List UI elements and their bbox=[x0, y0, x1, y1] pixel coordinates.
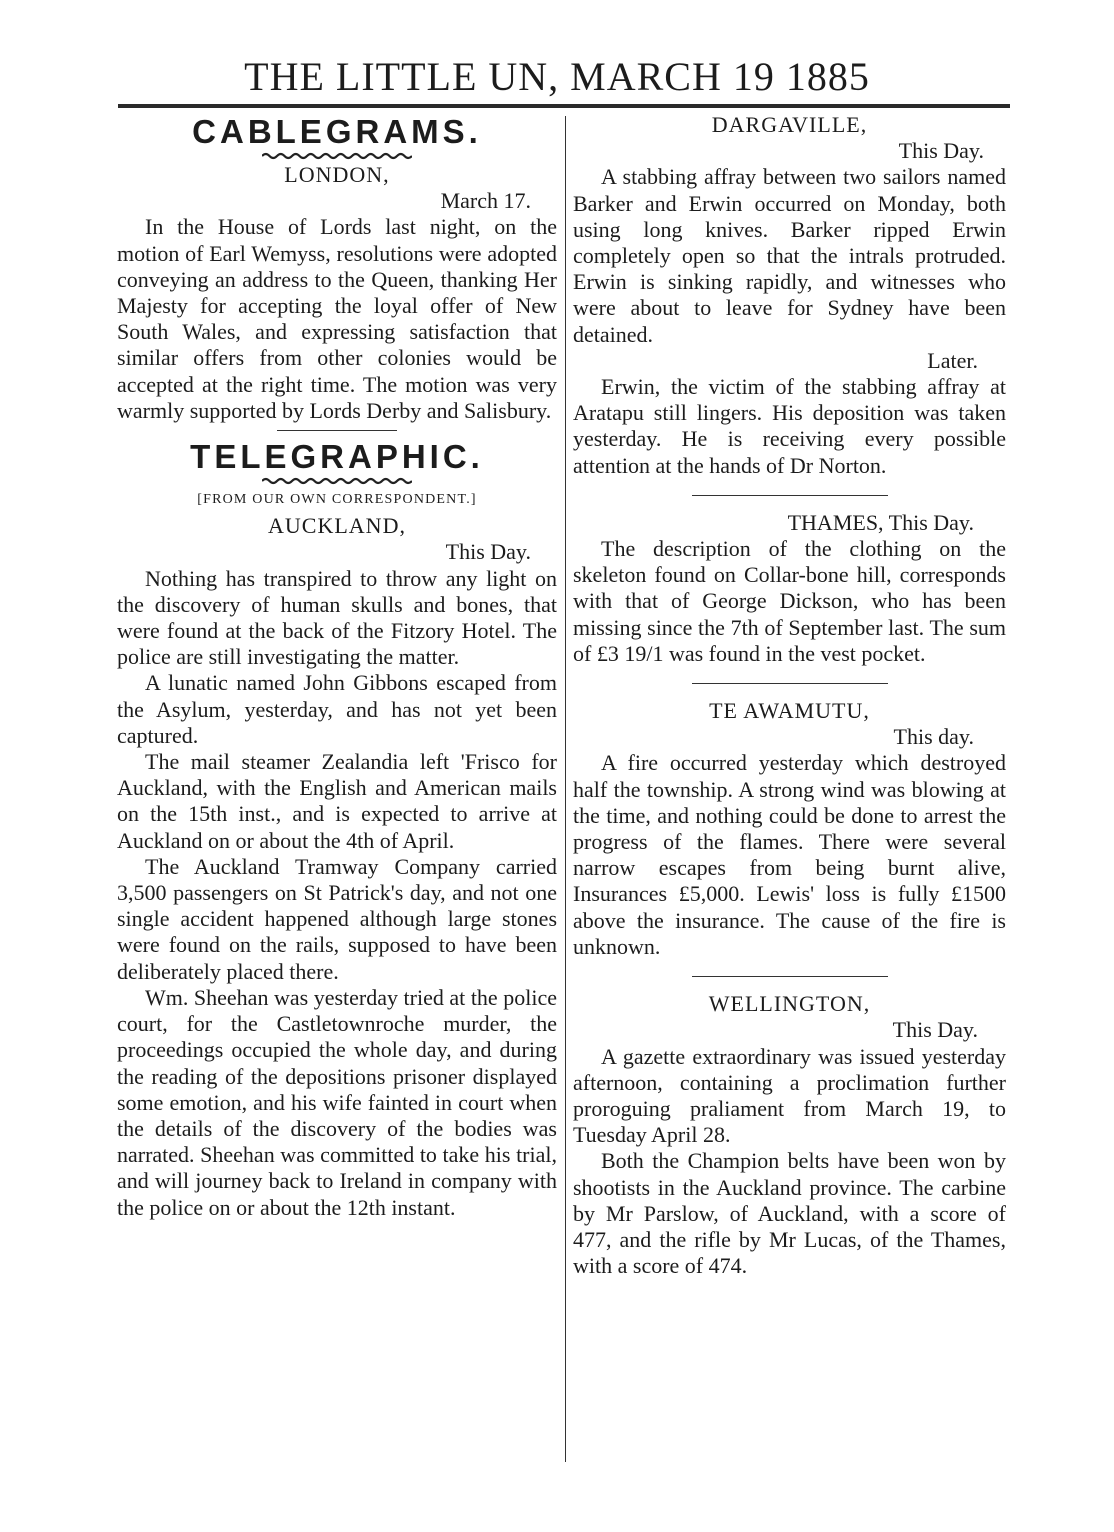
section-divider bbox=[277, 430, 397, 431]
cablegrams-heading: CABLEGRAMS. bbox=[192, 113, 482, 150]
london-date: March 17. bbox=[440, 188, 531, 214]
dargaville-date: This Day. bbox=[898, 138, 984, 164]
cablegram-paragraph: In the House of Lords last night, on the motion of Earl Wemyss, resolutions were adopted conveying an address to the Queen, thanking Her Majesty for accepting the loyal offer of New South Wales, and expressing satisfaction that similar offers from other colonies would be accepted at the right time. The motion was very warmly supported by Lords Derby and Salisbury. bbox=[117, 214, 557, 423]
section-divider bbox=[692, 683, 888, 684]
telegraphic-paragraph: Wm. Sheehan was yesterday tried at the police court, for the Castletownroche murder, the proceedings occupied the whole day, and during the reading of the depositions prisoner displayed some emotion, and his wife fainted in court when the details of the discovery of the bodies was narrated. Sheehan was committed to take his trial, and will journey back to Ireland in company with the police on or about the 12th instant. bbox=[117, 984, 557, 1220]
right-column bbox=[573, 112, 1006, 1279]
column-separator bbox=[565, 116, 566, 1462]
te-awamutu-place: TE AWAMUTU, bbox=[709, 698, 870, 724]
wavy-ornament bbox=[262, 152, 412, 160]
telegraphic-paragraph: Nothing has transpired to throw any light on the discovery of human skulls and bones, that were found at the back of the Fitzory Hotel. The police are still investigating the matter. bbox=[117, 565, 557, 670]
dargaville-paragraph: A stabbing affray between two sailors named Barker and Erwin occurred on Monday, both using long knives. Barker ripped Erwin completely open so that the intrals protruded. Erwin is sinking rapidly, and witnesses who were about to leave for Sydney have been detained. bbox=[573, 164, 1006, 347]
dargaville-place: DARGAVILLE, bbox=[711, 112, 868, 137]
thames-paragraph: The description of the clothing on the skeleton found on Collar-bone hill, corresponds with that of George Dickson, who has been missing since the 7th of September last. The sum of £3 19/1 was found in the vest pocket. bbox=[573, 536, 1006, 666]
correspondent-note: [FROM OUR OWN CORRESPONDENT.] bbox=[197, 492, 477, 508]
section-divider bbox=[692, 495, 888, 496]
dargaville-later-paragraph: Erwin, the victim of the stabbing affray at Aratapu still lingers. His deposition was taken yesterday. He is receiving every possible attention at the hands of Dr Norton. bbox=[573, 374, 1006, 478]
te-awamutu-paragraph: A fire occurred yesterday which destroyed half the township. A strong wind was blowing at the time, and nothing could be done to arrest the progress of the flames. There were several narrow escapes from being burnt alive, Insurances £5,000. Lewis' loss is fully £1500 above the insurance. The cause of the fire is unknown. bbox=[573, 750, 1006, 959]
telegraphic-paragraph: The mail steamer Zealandia left 'Frisco for Auckland, with the English and American mails on the 15th inst., and is expected to arrive at Auckland on or about the 4th of April. bbox=[117, 749, 557, 853]
telegraphic-paragraph: A lunatic named John Gibbons escaped from the Asylum, yesterday, and has not yet been captured. bbox=[117, 670, 557, 748]
wellington-date: This Day. bbox=[892, 1017, 978, 1043]
thames-place: THAMES, This Day. bbox=[787, 509, 974, 535]
masthead-title: THE LITTLE UN, MARCH 19 1885 bbox=[244, 54, 870, 99]
wellington-place: WELLINGTON, bbox=[708, 991, 871, 1017]
wellington-paragraph: A gazette extraordinary was issued yesterday afternoon, containing a proclimation further proroguing praliament from March 19, to Tuesday April 28. bbox=[573, 1043, 1006, 1148]
te-awamutu-date: This day. bbox=[893, 724, 974, 750]
telegraphic-heading: TELEGRAPHIC. bbox=[190, 438, 484, 476]
auckland-date: This Day. bbox=[445, 539, 531, 565]
telegraphic-paragraph: The Auckland Tramway Company carried 3,500 passengers on St Patrick's day, and not one single accident happened although large stones were found on the rails, supposed to have been deliberately placed there. bbox=[117, 853, 557, 984]
later-label: Later. bbox=[927, 347, 978, 373]
wavy-ornament bbox=[262, 477, 412, 485]
section-divider bbox=[692, 976, 888, 977]
masthead-rule bbox=[118, 104, 1010, 108]
london-place: LONDON, bbox=[284, 162, 390, 187]
left-column bbox=[117, 112, 557, 1221]
wellington-paragraph: Both the Champion belts have been won by shootists in the Auckland province. The carbine by Mr Parslow, of Auckland, with a score of 477, and the rifle by Mr Lucas, of the Thames, with a score of 474. bbox=[573, 1148, 1006, 1279]
auckland-place: AUCKLAND, bbox=[268, 513, 406, 539]
